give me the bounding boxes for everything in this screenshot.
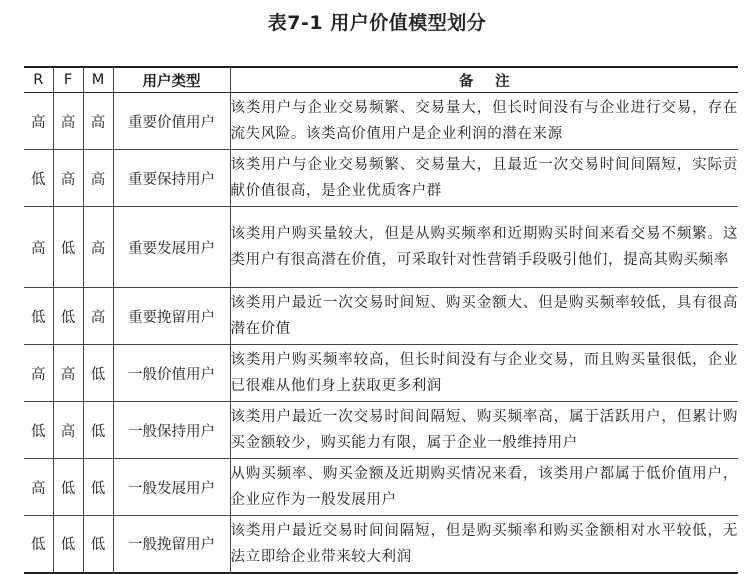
header-r: R [24, 67, 53, 93]
cell-note: 该类用户购买频率较高，但长时间没有与企业交易，而且购买量很低，企业已很难从他们身上获取更多利润 [230, 345, 738, 402]
cell-r: 高 [24, 459, 53, 516]
user-value-model-table [24, 66, 738, 574]
cell-user-type: 重要保持用户 [113, 150, 230, 207]
header-m: M [83, 67, 113, 93]
cell-r: 高 [24, 93, 53, 150]
cell-note: 该类用户最近交易时间间隔短，但是购买频率和购买金额相对水平较低，无法立即给企业带来较大利润 [230, 516, 738, 573]
cell-m: 高 [83, 207, 113, 288]
cell-r: 高 [24, 345, 53, 402]
cell-r: 低 [24, 402, 53, 459]
table-row [24, 459, 738, 516]
cell-note: 从购买频率、购买金额及近期购买情况来看，该类用户都属于低价值用户，企业应作为一般发展用户 [230, 459, 738, 516]
table-row [24, 402, 738, 459]
cell-m: 高 [83, 150, 113, 207]
header-row [24, 67, 738, 93]
cell-m: 低 [83, 459, 113, 516]
cell-note: 该类用户最近一次交易时间短、购买金额大、但是购买频率较低，具有很高潜在价值 [230, 288, 738, 345]
cell-r: 高 [24, 207, 53, 288]
header-user-type: 用户类型 [113, 67, 230, 93]
header-note: 备注 [230, 67, 738, 93]
table-row [24, 150, 738, 207]
cell-user-type: 一般挽留用户 [113, 516, 230, 573]
table-row [24, 207, 738, 288]
cell-m: 低 [83, 516, 113, 573]
cell-m: 低 [83, 402, 113, 459]
cell-r: 低 [24, 516, 53, 573]
cell-note: 该类用户购买量较大，但是从购买频率和近期购买时间来看交易不频繁。这类用户有很高潜在价值，可采取针对性营销手段吸引他们，提高其购买频率 [230, 207, 738, 288]
cell-m: 低 [83, 345, 113, 402]
cell-user-type: 重要发展用户 [113, 207, 230, 288]
cell-f: 低 [53, 288, 83, 345]
cell-user-type: 一般价值用户 [113, 345, 230, 402]
cell-f: 高 [53, 150, 83, 207]
cell-user-type: 重要价值用户 [113, 93, 230, 150]
cell-user-type: 重要挽留用户 [113, 288, 230, 345]
cell-note: 该类用户与企业交易频繁、交易量大，但长时间没有与企业进行交易，存在流失风险。该类高价值用户是企业利润的潜在来源 [230, 93, 738, 150]
cell-f: 高 [53, 93, 83, 150]
cell-m: 高 [83, 288, 113, 345]
cell-f: 高 [53, 402, 83, 459]
table-row [24, 516, 738, 573]
table-row [24, 93, 738, 150]
cell-user-type: 一般保持用户 [113, 402, 230, 459]
cell-note: 该类用户最近一次交易时间间隔短、购买频率高，属于活跃用户，但累计购买金额较少，购买能力有限，属于企业一般维持用户 [230, 402, 738, 459]
table-row [24, 345, 738, 402]
cell-f: 低 [53, 459, 83, 516]
cell-f: 低 [53, 207, 83, 288]
table-caption: 表7-1 用户价值模型划分 [267, 12, 487, 34]
cell-note: 该类用户与企业交易频繁、交易量大，且最近一次交易时间间隔短，实际贡献价值很高，是企业优质客户群 [230, 150, 738, 207]
cell-f: 低 [53, 516, 83, 573]
cell-user-type: 一般发展用户 [113, 459, 230, 516]
table-row [24, 288, 738, 345]
cell-m: 高 [83, 93, 113, 150]
cell-r: 低 [24, 150, 53, 207]
cell-f: 高 [53, 345, 83, 402]
cell-r: 低 [24, 288, 53, 345]
header-f: F [53, 67, 83, 93]
